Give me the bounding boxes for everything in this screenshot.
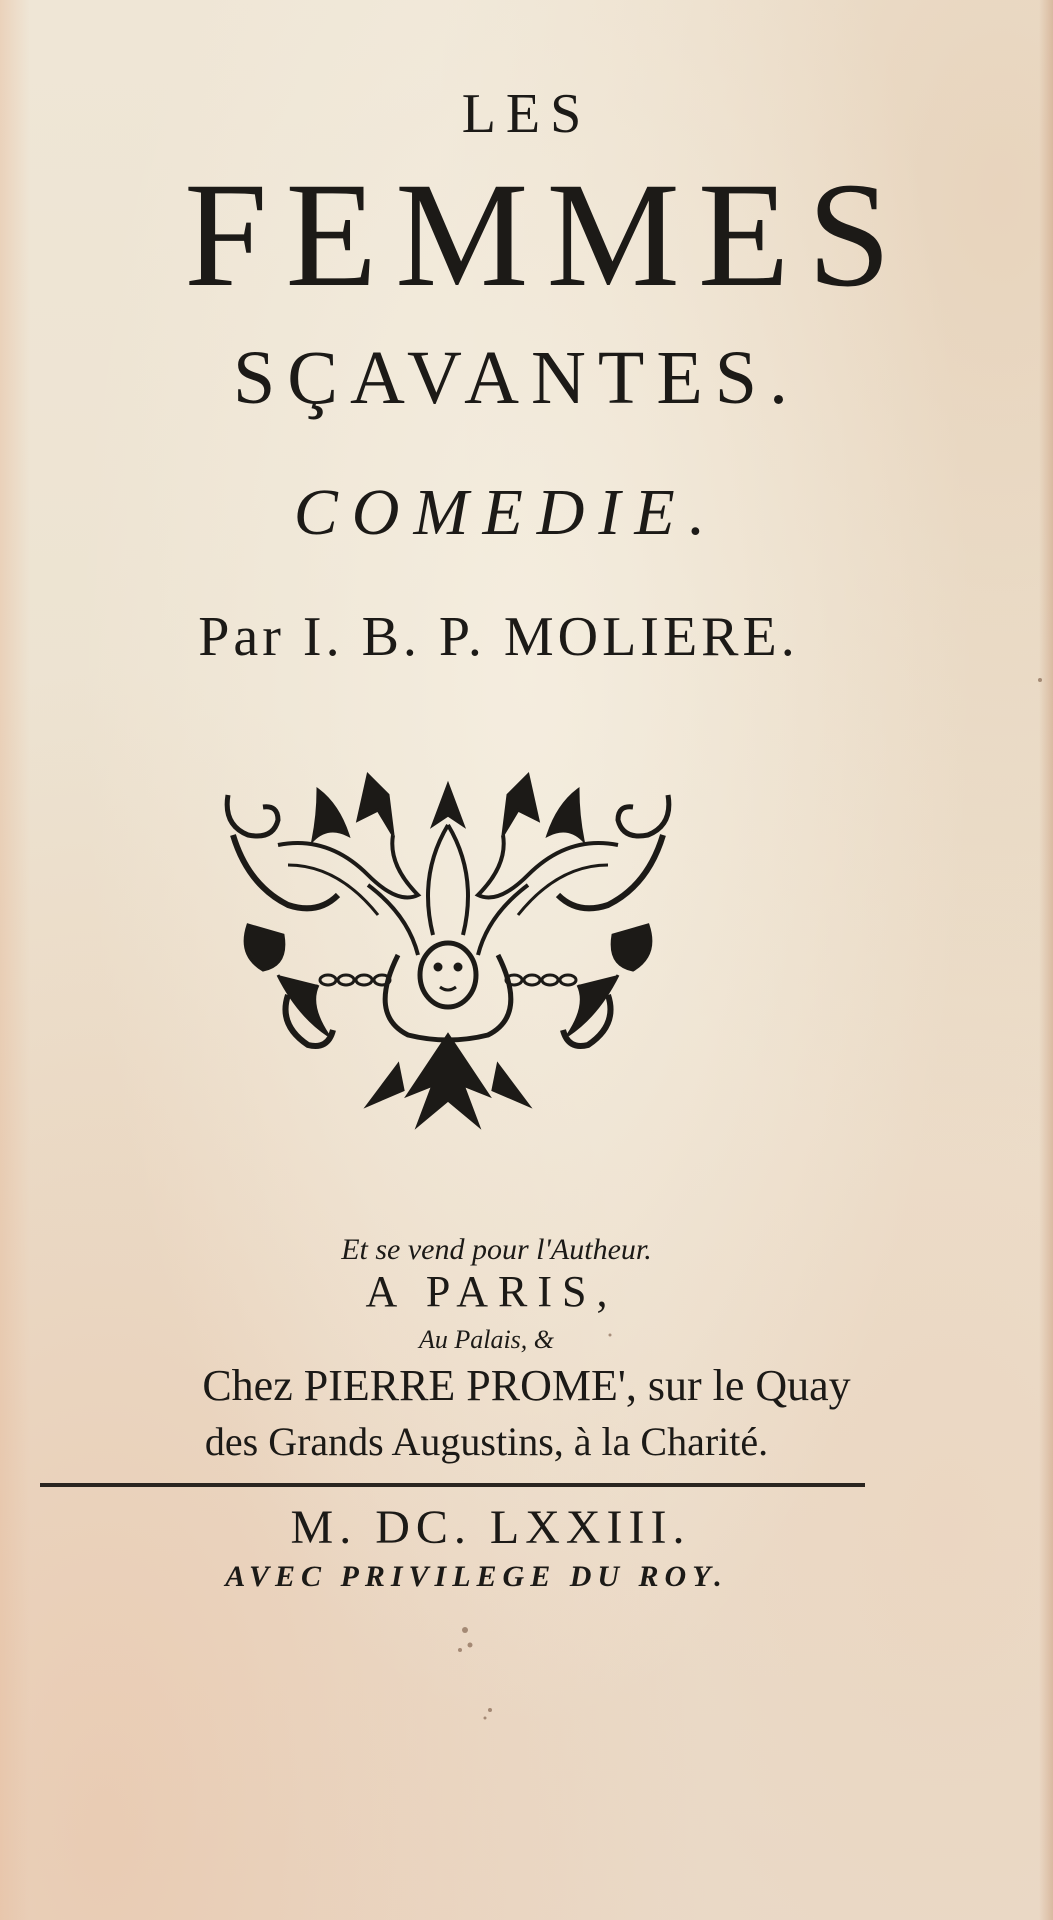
imprint-chez-line: Chez PIERRE PROME', sur le Quay (202, 1361, 851, 1410)
horizontal-rule (40, 1483, 865, 1487)
imprint-city: A PARIS, (365, 1267, 618, 1316)
title-femmes: FEMMES (184, 152, 909, 318)
imprint-date: M. DC. LXXIII. (290, 1501, 691, 1554)
imprint-grands-line: des Grands Augustins, à la Charité. (204, 1419, 769, 1464)
subtitle-comedie: COMEDIE. (293, 476, 720, 549)
title-scavantes: SÇAVANTES. (232, 336, 801, 420)
imprint-palais-line: Au Palais, & (418, 1325, 555, 1354)
author-line: Par I. B. P. MOLIERE. (198, 606, 799, 668)
imprint-vend-line: Et se vend pour l'Autheur. (341, 1233, 652, 1266)
floral-printers-ornament-icon (218, 765, 678, 1135)
imprint-privilege: AVEC PRIVILEGE DU ROY. (225, 1560, 728, 1593)
title-les: LES (461, 83, 592, 145)
